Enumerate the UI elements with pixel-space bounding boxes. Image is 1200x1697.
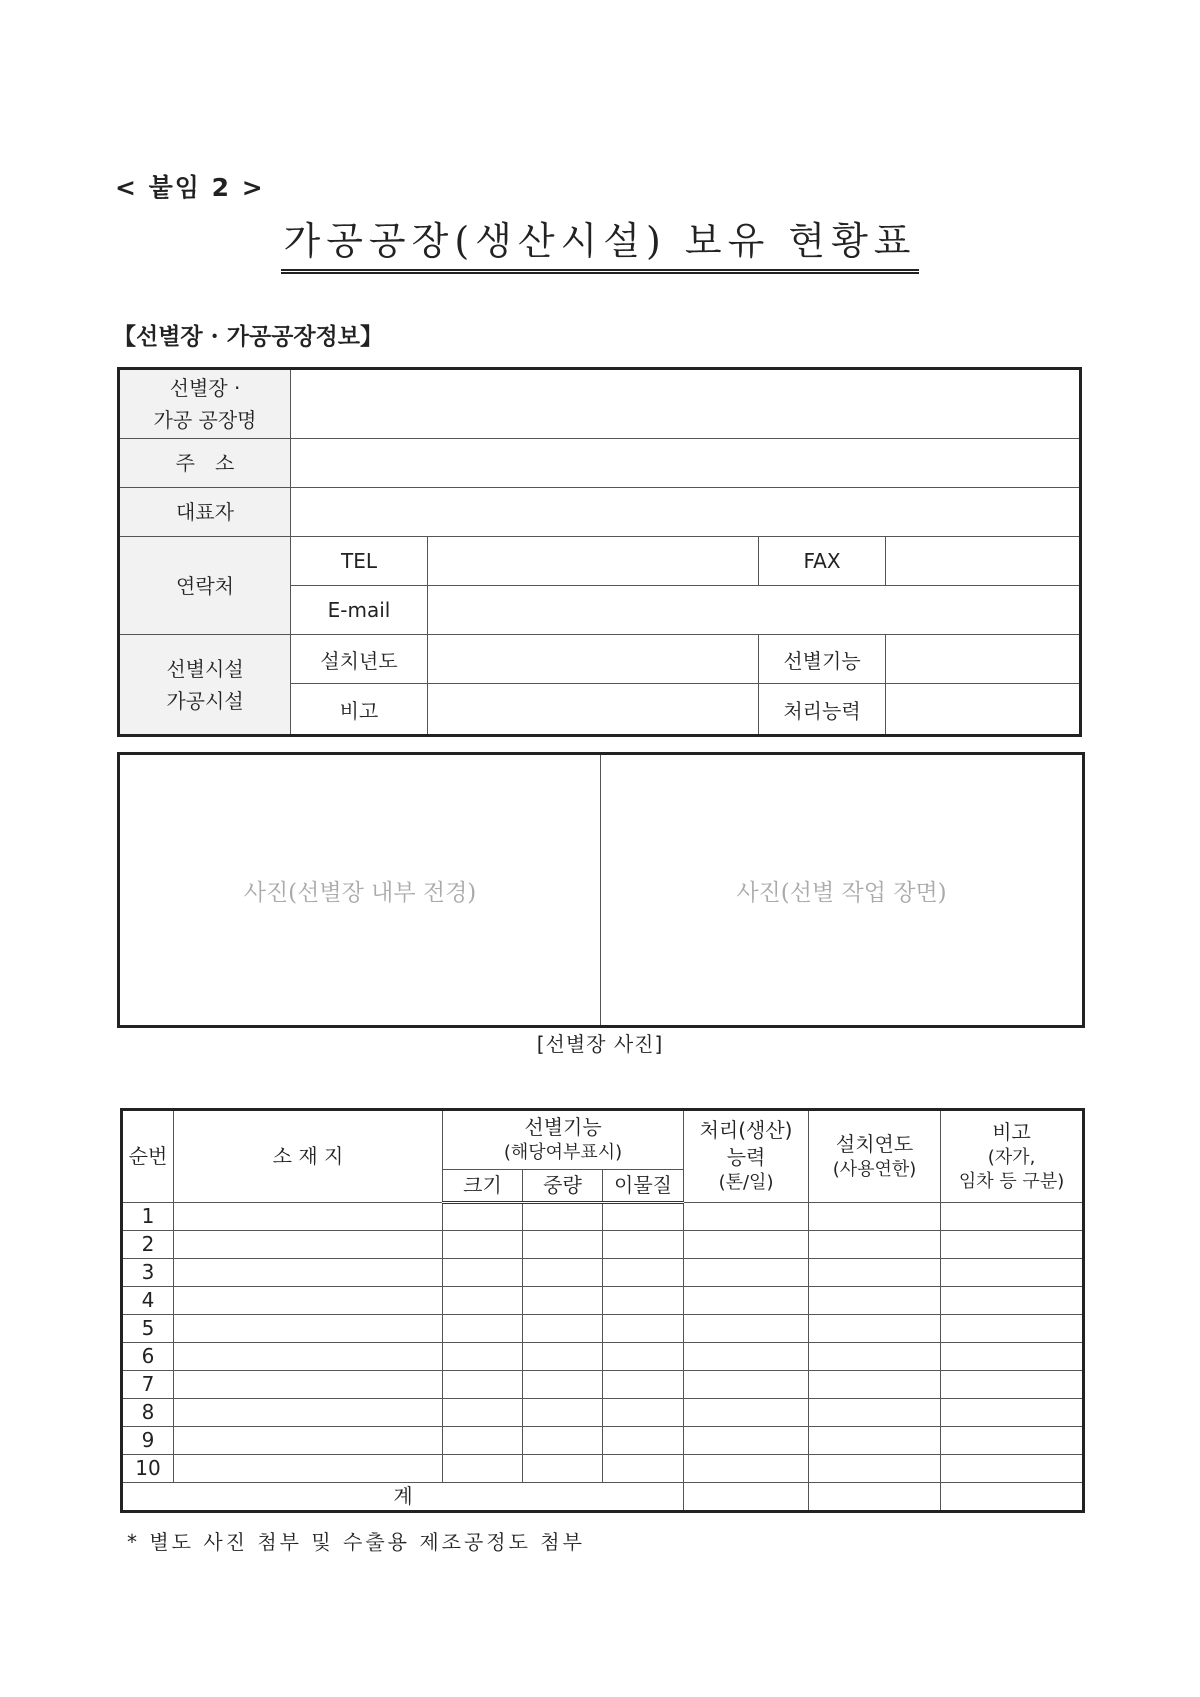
table-row: [122, 1315, 1084, 1343]
address-label: 주 소: [119, 439, 291, 488]
row-number: 3: [122, 1259, 174, 1287]
foreign-cell[interactable]: [603, 1427, 684, 1455]
table-row: [122, 1343, 1084, 1371]
remarks-cell[interactable]: [941, 1399, 1084, 1427]
remarks-cell[interactable]: [941, 1203, 1084, 1231]
total-year-cell[interactable]: [809, 1483, 941, 1512]
sort-function-field[interactable]: [886, 635, 1081, 684]
install-year-field[interactable]: [428, 635, 759, 684]
remarks-label: 비고: [291, 684, 428, 736]
photo-caption: [선별장 사진]: [536, 1032, 664, 1056]
location-cell[interactable]: [174, 1371, 443, 1399]
row-representative: [119, 488, 1081, 537]
remarks-cell[interactable]: [941, 1371, 1084, 1399]
year-cell[interactable]: [809, 1287, 941, 1315]
remarks-cell[interactable]: [941, 1427, 1084, 1455]
weight-cell[interactable]: [523, 1399, 603, 1427]
size-cell[interactable]: [443, 1343, 523, 1371]
table-row: [122, 1259, 1084, 1287]
factory-name-label: [119, 369, 291, 439]
col-remarks-header: [941, 1110, 1084, 1203]
capacity-cell[interactable]: [684, 1231, 809, 1259]
col-capacity-header: [684, 1110, 809, 1203]
foreign-cell[interactable]: [603, 1343, 684, 1371]
size-cell[interactable]: [443, 1259, 523, 1287]
year-cell[interactable]: [809, 1427, 941, 1455]
size-cell[interactable]: [443, 1455, 523, 1483]
remarks-cell[interactable]: [941, 1455, 1084, 1483]
col-sort-title: 선별기능: [524, 1115, 602, 1140]
table-row: [122, 1203, 1084, 1231]
capacity-cell[interactable]: [684, 1343, 809, 1371]
weight-cell[interactable]: [523, 1371, 603, 1399]
tel-field[interactable]: [428, 537, 759, 586]
size-cell[interactable]: [443, 1231, 523, 1259]
foreign-cell[interactable]: [603, 1315, 684, 1343]
location-cell[interactable]: [174, 1259, 443, 1287]
weight-cell[interactable]: [523, 1427, 603, 1455]
remarks-cell[interactable]: [941, 1231, 1084, 1259]
col-capacity-line2: 능력: [726, 1145, 766, 1170]
col-foreign-header: 이물질: [603, 1170, 684, 1203]
remarks-cell[interactable]: [941, 1287, 1084, 1315]
table-row: [122, 1399, 1084, 1427]
year-cell[interactable]: [809, 1203, 941, 1231]
address-field[interactable]: [291, 439, 1081, 488]
row-number: 1: [122, 1203, 174, 1231]
factory-name-label-line2: 가공 공장명: [153, 408, 257, 432]
table-row: [122, 1231, 1084, 1259]
total-row: [122, 1483, 1084, 1512]
fax-field[interactable]: [886, 537, 1081, 586]
capacity-cell[interactable]: [684, 1315, 809, 1343]
size-cell[interactable]: [443, 1399, 523, 1427]
col-weight-header: 중량: [523, 1170, 603, 1203]
weight-cell[interactable]: [523, 1203, 603, 1231]
remarks-cell[interactable]: [941, 1315, 1084, 1343]
foreign-cell[interactable]: [603, 1371, 684, 1399]
location-cell[interactable]: [174, 1203, 443, 1231]
col-capacity-line3: (톤/일): [718, 1172, 774, 1194]
col-sort-header: [443, 1110, 684, 1170]
page-title-wrap: [0, 210, 1200, 274]
row-number: 5: [122, 1315, 174, 1343]
page-title: 가공공장(생산시설) 보유 현황표: [281, 210, 918, 274]
year-cell[interactable]: [809, 1259, 941, 1287]
install-year-label: 설치년도: [291, 635, 428, 684]
capacity-cell[interactable]: [684, 1203, 809, 1231]
row-number: 10: [122, 1455, 174, 1483]
location-cell[interactable]: [174, 1287, 443, 1315]
facility-label-line2: 가공시설: [166, 688, 244, 713]
location-cell[interactable]: [174, 1399, 443, 1427]
foreign-cell[interactable]: [603, 1203, 684, 1231]
foreign-cell[interactable]: [603, 1287, 684, 1315]
col-remarks-line2: (자가,: [987, 1146, 1036, 1168]
year-cell[interactable]: [809, 1371, 941, 1399]
row-number: 9: [122, 1427, 174, 1455]
col-remarks-line1: 비고: [992, 1119, 1031, 1144]
row-number: 4: [122, 1287, 174, 1315]
remarks-field[interactable]: [428, 684, 759, 736]
sort-function-label: 선별기능: [759, 635, 886, 684]
row-number: 8: [122, 1399, 174, 1427]
table-row: [122, 1455, 1084, 1483]
capacity-cell[interactable]: [684, 1427, 809, 1455]
col-year-header: [809, 1110, 941, 1203]
table-row: [122, 1287, 1084, 1315]
size-cell[interactable]: [443, 1371, 523, 1399]
section-heading: 【선별장 · 가공공장정보】: [113, 323, 383, 350]
weight-cell[interactable]: [523, 1259, 603, 1287]
year-cell[interactable]: [809, 1343, 941, 1371]
footnote: * 별도 사진 첨부 및 수출용 제조공정도 첨부: [127, 1530, 585, 1554]
attachment-label: < 붙임 2 >: [115, 173, 265, 202]
year-cell[interactable]: [809, 1231, 941, 1259]
location-cell[interactable]: [174, 1427, 443, 1455]
email-label: E-mail: [291, 586, 428, 635]
list-header-row-1: [122, 1110, 1084, 1170]
remarks-cell[interactable]: [941, 1343, 1084, 1371]
facility-label-line1: 선별시설: [166, 656, 244, 681]
email-field[interactable]: [428, 586, 1081, 635]
factory-info-table: [117, 367, 1082, 737]
col-remarks-line3: 임차 등 구분): [958, 1171, 1065, 1192]
capacity-cell[interactable]: [684, 1399, 809, 1427]
size-cell[interactable]: [443, 1287, 523, 1315]
capacity-cell[interactable]: [684, 1259, 809, 1287]
col-year-line1: 설치연도: [835, 1131, 914, 1156]
row-number: 7: [122, 1371, 174, 1399]
capacity-cell[interactable]: [684, 1455, 809, 1483]
capacity-field[interactable]: [886, 684, 1081, 736]
col-size-header: 크기: [443, 1170, 523, 1203]
size-cell[interactable]: [443, 1315, 523, 1343]
factory-name-field[interactable]: [291, 369, 1081, 439]
facility-list-table: [120, 1108, 1085, 1513]
total-capacity-cell[interactable]: [684, 1483, 809, 1512]
row-address: [119, 439, 1081, 488]
col-capacity-line1: 처리(생산): [699, 1118, 793, 1143]
representative-field[interactable]: [291, 488, 1081, 537]
facility-label: [119, 635, 291, 736]
foreign-cell[interactable]: [603, 1399, 684, 1427]
year-cell[interactable]: [809, 1455, 941, 1483]
fax-label: FAX: [759, 537, 886, 586]
col-location-header: 소 재 지: [174, 1110, 443, 1203]
row-install-year: [119, 635, 1081, 684]
col-year-line2: (사용연한): [832, 1158, 917, 1180]
year-cell[interactable]: [809, 1315, 941, 1343]
col-no-header: 순번: [122, 1110, 174, 1203]
row-factory-name: [119, 369, 1081, 439]
col-sort-sub: (해당여부표시): [503, 1142, 623, 1164]
year-cell[interactable]: [809, 1399, 941, 1427]
weight-cell[interactable]: [523, 1455, 603, 1483]
foreign-cell[interactable]: [603, 1231, 684, 1259]
table-row: [122, 1371, 1084, 1399]
location-cell[interactable]: [174, 1315, 443, 1343]
factory-name-label-line1: 선별장 ·: [169, 376, 241, 400]
table-row: [122, 1427, 1084, 1455]
total-label: 계: [122, 1483, 684, 1512]
remarks-cell[interactable]: [941, 1259, 1084, 1287]
row-number: 6: [122, 1343, 174, 1371]
total-remarks-cell[interactable]: [941, 1483, 1084, 1512]
row-tel: [119, 537, 1081, 586]
capacity-label: 처리능력: [759, 684, 886, 736]
size-cell[interactable]: [443, 1427, 523, 1455]
weight-cell[interactable]: [523, 1231, 603, 1259]
weight-cell[interactable]: [523, 1315, 603, 1343]
capacity-cell[interactable]: [684, 1287, 809, 1315]
row-number: 2: [122, 1231, 174, 1259]
location-cell[interactable]: [174, 1455, 443, 1483]
list-body: [122, 1203, 1084, 1483]
tel-label: TEL: [291, 537, 428, 586]
contact-label: 연락처: [119, 537, 291, 635]
size-cell[interactable]: [443, 1203, 523, 1231]
weight-cell[interactable]: [523, 1287, 603, 1315]
representative-label: 대표자: [119, 488, 291, 537]
location-cell[interactable]: [174, 1343, 443, 1371]
weight-cell[interactable]: [523, 1343, 603, 1371]
photo-placeholder-interior[interactable]: 사진(선별장 내부 전경): [119, 754, 601, 1027]
photo-table: [117, 752, 1085, 1028]
capacity-cell[interactable]: [684, 1371, 809, 1399]
foreign-cell[interactable]: [603, 1259, 684, 1287]
foreign-cell[interactable]: [603, 1455, 684, 1483]
location-cell[interactable]: [174, 1231, 443, 1259]
photo-placeholder-work[interactable]: 사진(선별 작업 장면): [601, 754, 1084, 1027]
